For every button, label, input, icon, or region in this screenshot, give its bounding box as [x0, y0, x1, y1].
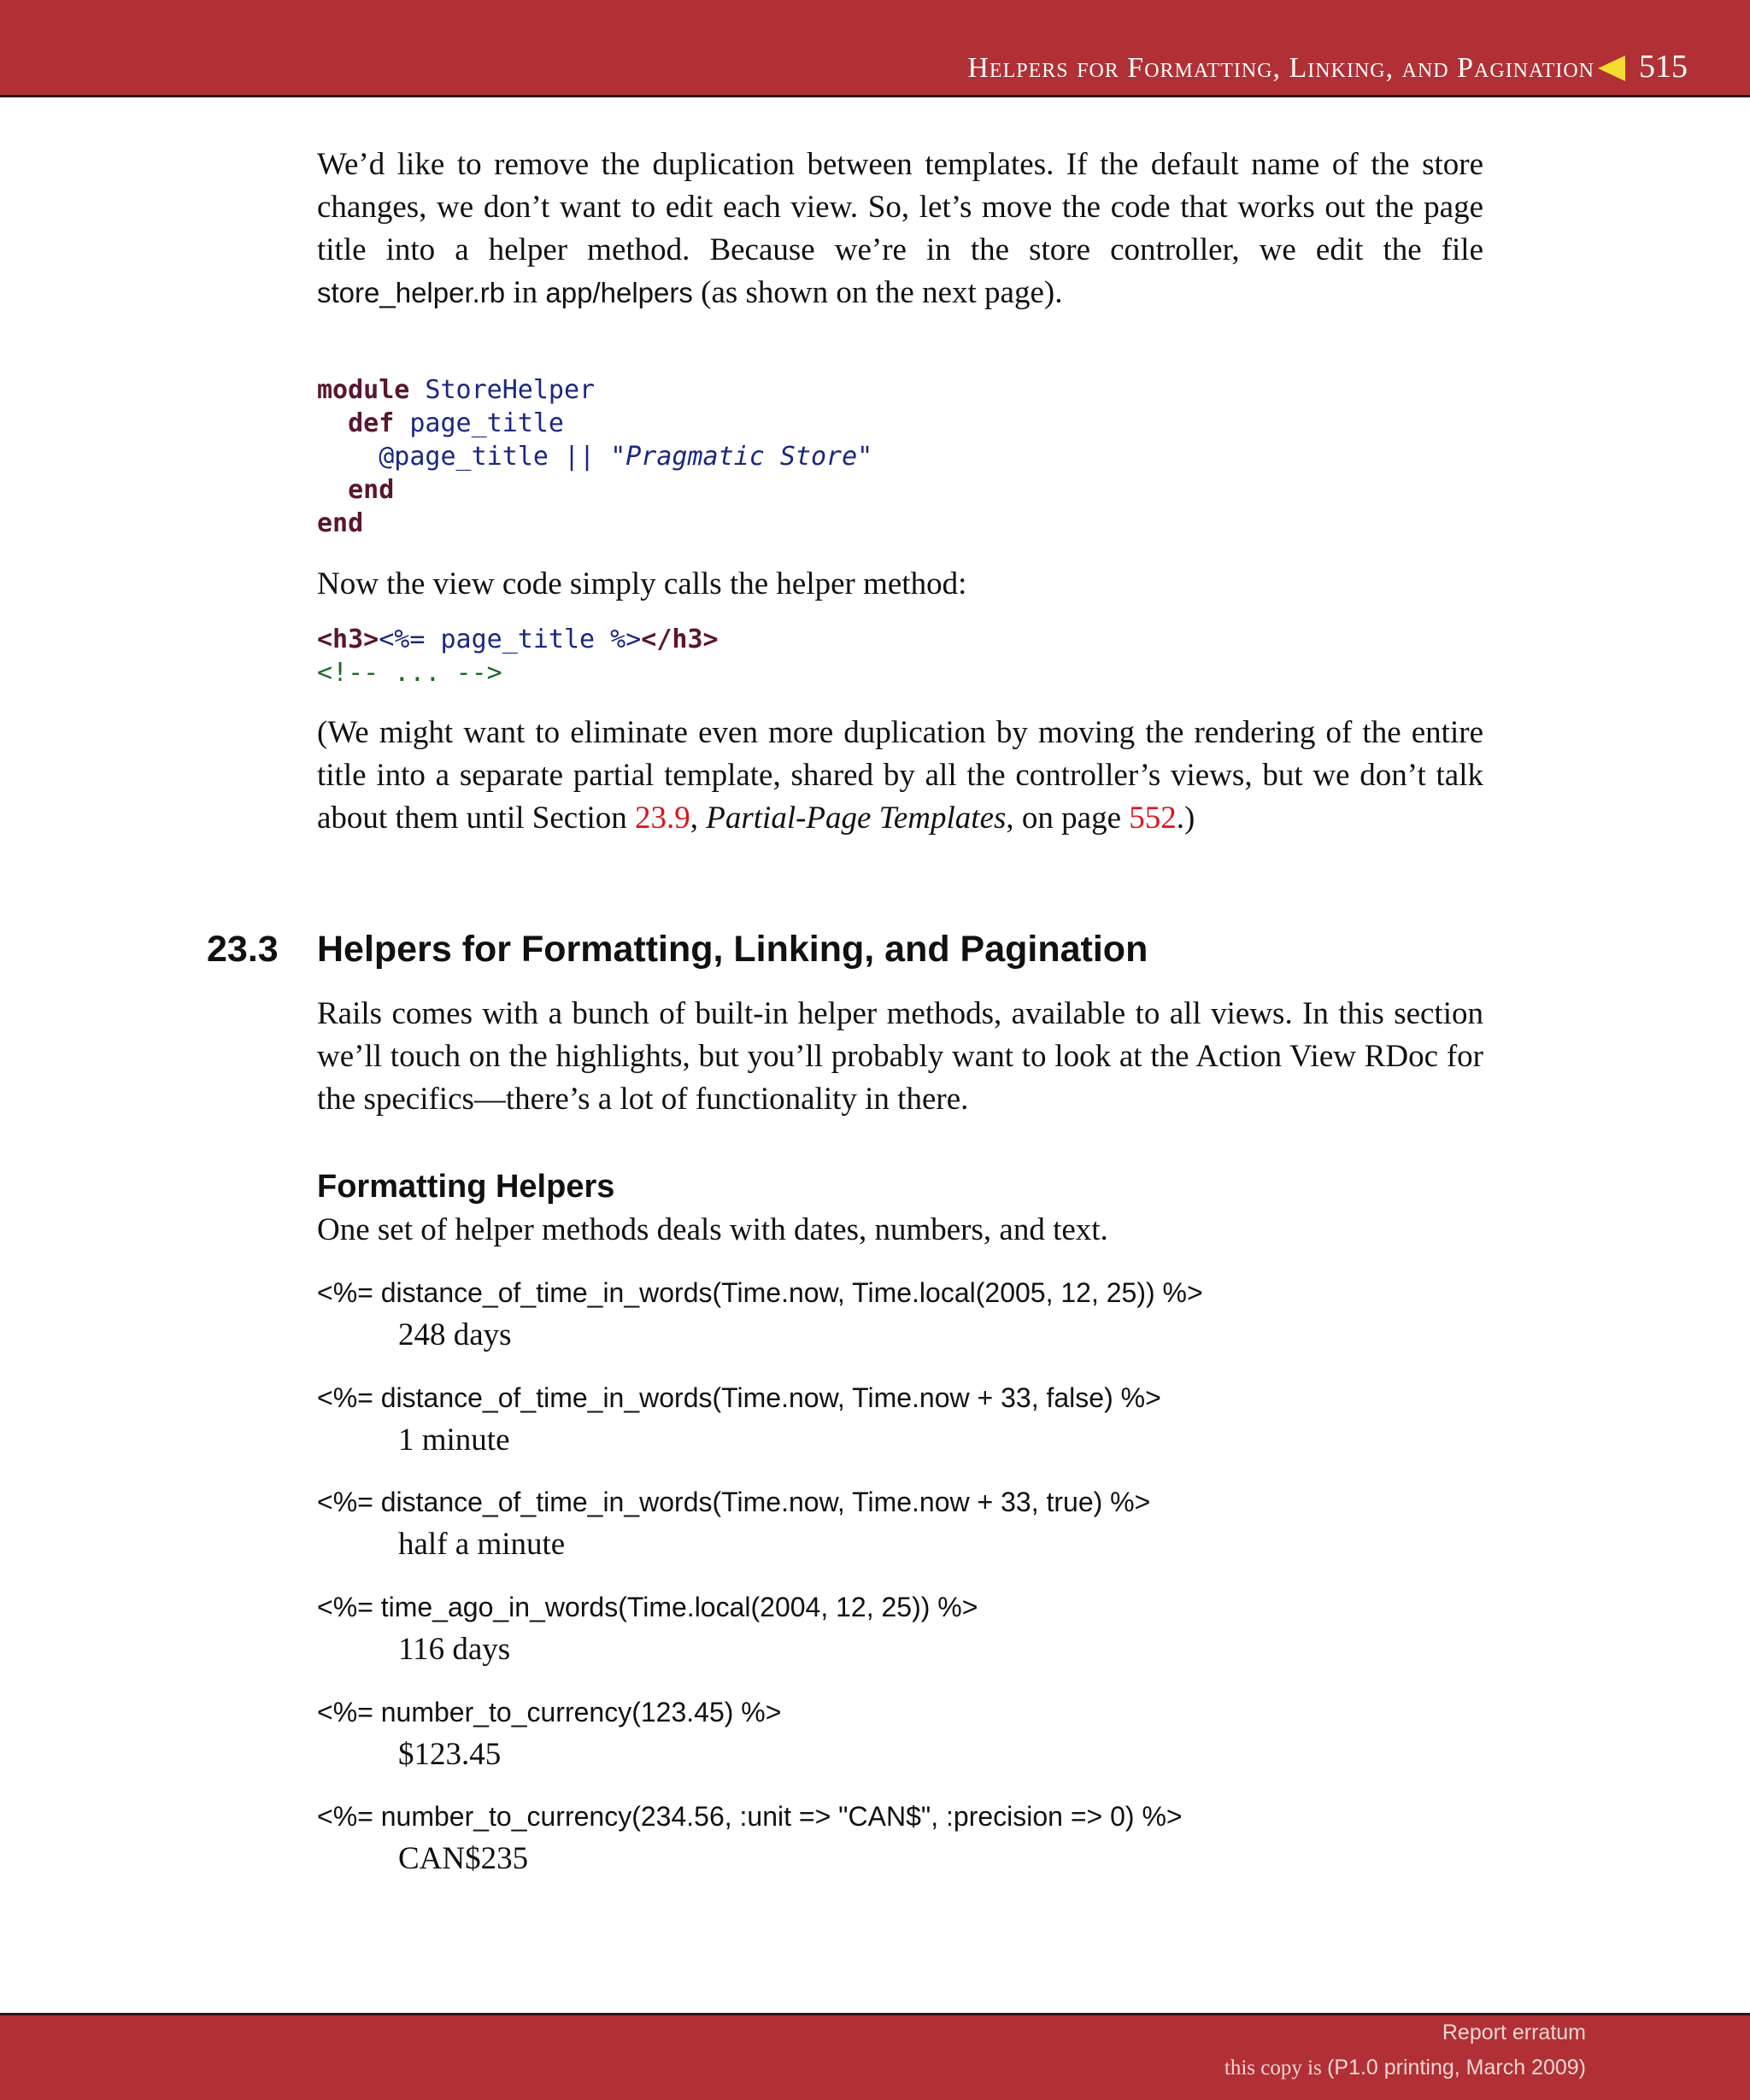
example-result: 116 days [398, 1632, 511, 1667]
code-method-name: page_title [394, 408, 564, 438]
example-code: <%= number_to_currency(234.56, :unit => "CAN$", :precision => 0) %> [317, 1801, 1183, 1832]
code-keyword: end [317, 508, 364, 538]
example-code: <%= time_ago_in_words(Time.local(2004, 12, 25)) %> [317, 1592, 978, 1622]
page-ref-link[interactable]: 552 [1129, 801, 1177, 836]
page-number: 515 [1639, 49, 1688, 85]
copy-info [1224, 2054, 1586, 2082]
example-result: CAN$235 [398, 1841, 529, 1876]
code-indent [317, 442, 379, 472]
code-erb-expression: <%= page_title %> [379, 625, 642, 654]
example-result: 248 days [398, 1317, 512, 1352]
intro-text-1: We’d like to remove the duplication between templates. If the default name of the store changes, we don’t want to edit each view. So, let’s move the code that works out the page title into a helper method. Because we’re in the store controller, we edit the file [317, 147, 1483, 267]
partial-note-text-1: (We might want to eliminate even more duplication by moving the rendering of the entire title into a separate partial template, shared by all the controller’s views, but we don’t talk about them until Section [317, 715, 1483, 836]
intro-text-2: in [505, 275, 546, 310]
example-result: half a minute [398, 1527, 566, 1562]
section-intro-paragraph: Rails comes with a bunch of built-in helper methods, available to all views. In this section we’ll touch on the highlights, but you’ll probably want to look at the Action View RDoc for the specifics—there’s a lot of functionality in there. [317, 996, 1483, 1117]
code-keyword: end [348, 475, 395, 505]
code-html-tag: </h3> [641, 625, 719, 654]
code-comment: <!-- ... --> [317, 658, 502, 688]
example-code: <%= distance_of_time_in_words(Time.now, Time.now + 33, true) %> [317, 1487, 1151, 1517]
section-ref-link[interactable]: 23.9 [635, 801, 690, 836]
section-number: 23.3 [207, 929, 279, 970]
code-string: "Pragmatic Store" [610, 442, 873, 472]
section-ref-title: Partial-Page Templates [706, 801, 1007, 836]
code-indent [317, 408, 348, 438]
section-title: Helpers for Formatting, Linking, and Pagination [317, 929, 1148, 970]
code-indent [317, 475, 348, 505]
directory-name: app/helpers [545, 277, 693, 308]
code-instance-variable: @page_title || [379, 442, 611, 472]
code-module-name: StoreHelper [409, 375, 596, 405]
report-erratum-link[interactable]: Report erratum [1442, 2021, 1586, 2044]
code-html-tag: <h3> [317, 625, 379, 654]
intro-paragraph [317, 144, 1483, 314]
partial-note-text-2: , [690, 801, 707, 836]
example-result: $123.45 [398, 1737, 502, 1772]
code-keyword: module [317, 375, 410, 405]
partial-note-paragraph [317, 712, 1483, 840]
code-keyword: def [348, 408, 395, 438]
subsection-title: Formatting Helpers [317, 1169, 615, 1205]
partial-note-text-4: .) [1176, 801, 1195, 836]
example-code: <%= distance_of_time_in_words(Time.now, Time.now + 33, false) %> [317, 1382, 1161, 1413]
store-helper-code-block [317, 373, 872, 540]
example-code: <%= number_to_currency(123.45) %> [317, 1697, 782, 1728]
intro-text-3: (as shown on the next page). [692, 275, 1063, 310]
view-code-block [317, 623, 719, 689]
file-name: store_helper.rb [317, 277, 506, 308]
previous-page-arrow-icon[interactable] [1598, 56, 1625, 81]
example-code: <%= distance_of_time_in_words(Time.now, Time.local(2005, 12, 25)) %> [317, 1277, 1203, 1308]
partial-note-text-3: , on page [1006, 801, 1130, 836]
running-header-title: Helpers for Formatting, Linking, and Pagination [967, 52, 1594, 84]
view-sentence: Now the view code simply calls the helper method: [317, 566, 967, 601]
example-result: 1 minute [398, 1422, 510, 1458]
copy-prefix: this copy is [1224, 2056, 1328, 2079]
subsection-intro: One set of helper methods deals with dates, numbers, and text. [317, 1212, 1108, 1247]
printing-info: (P1.0 printing, March 2009) [1327, 2056, 1586, 2079]
